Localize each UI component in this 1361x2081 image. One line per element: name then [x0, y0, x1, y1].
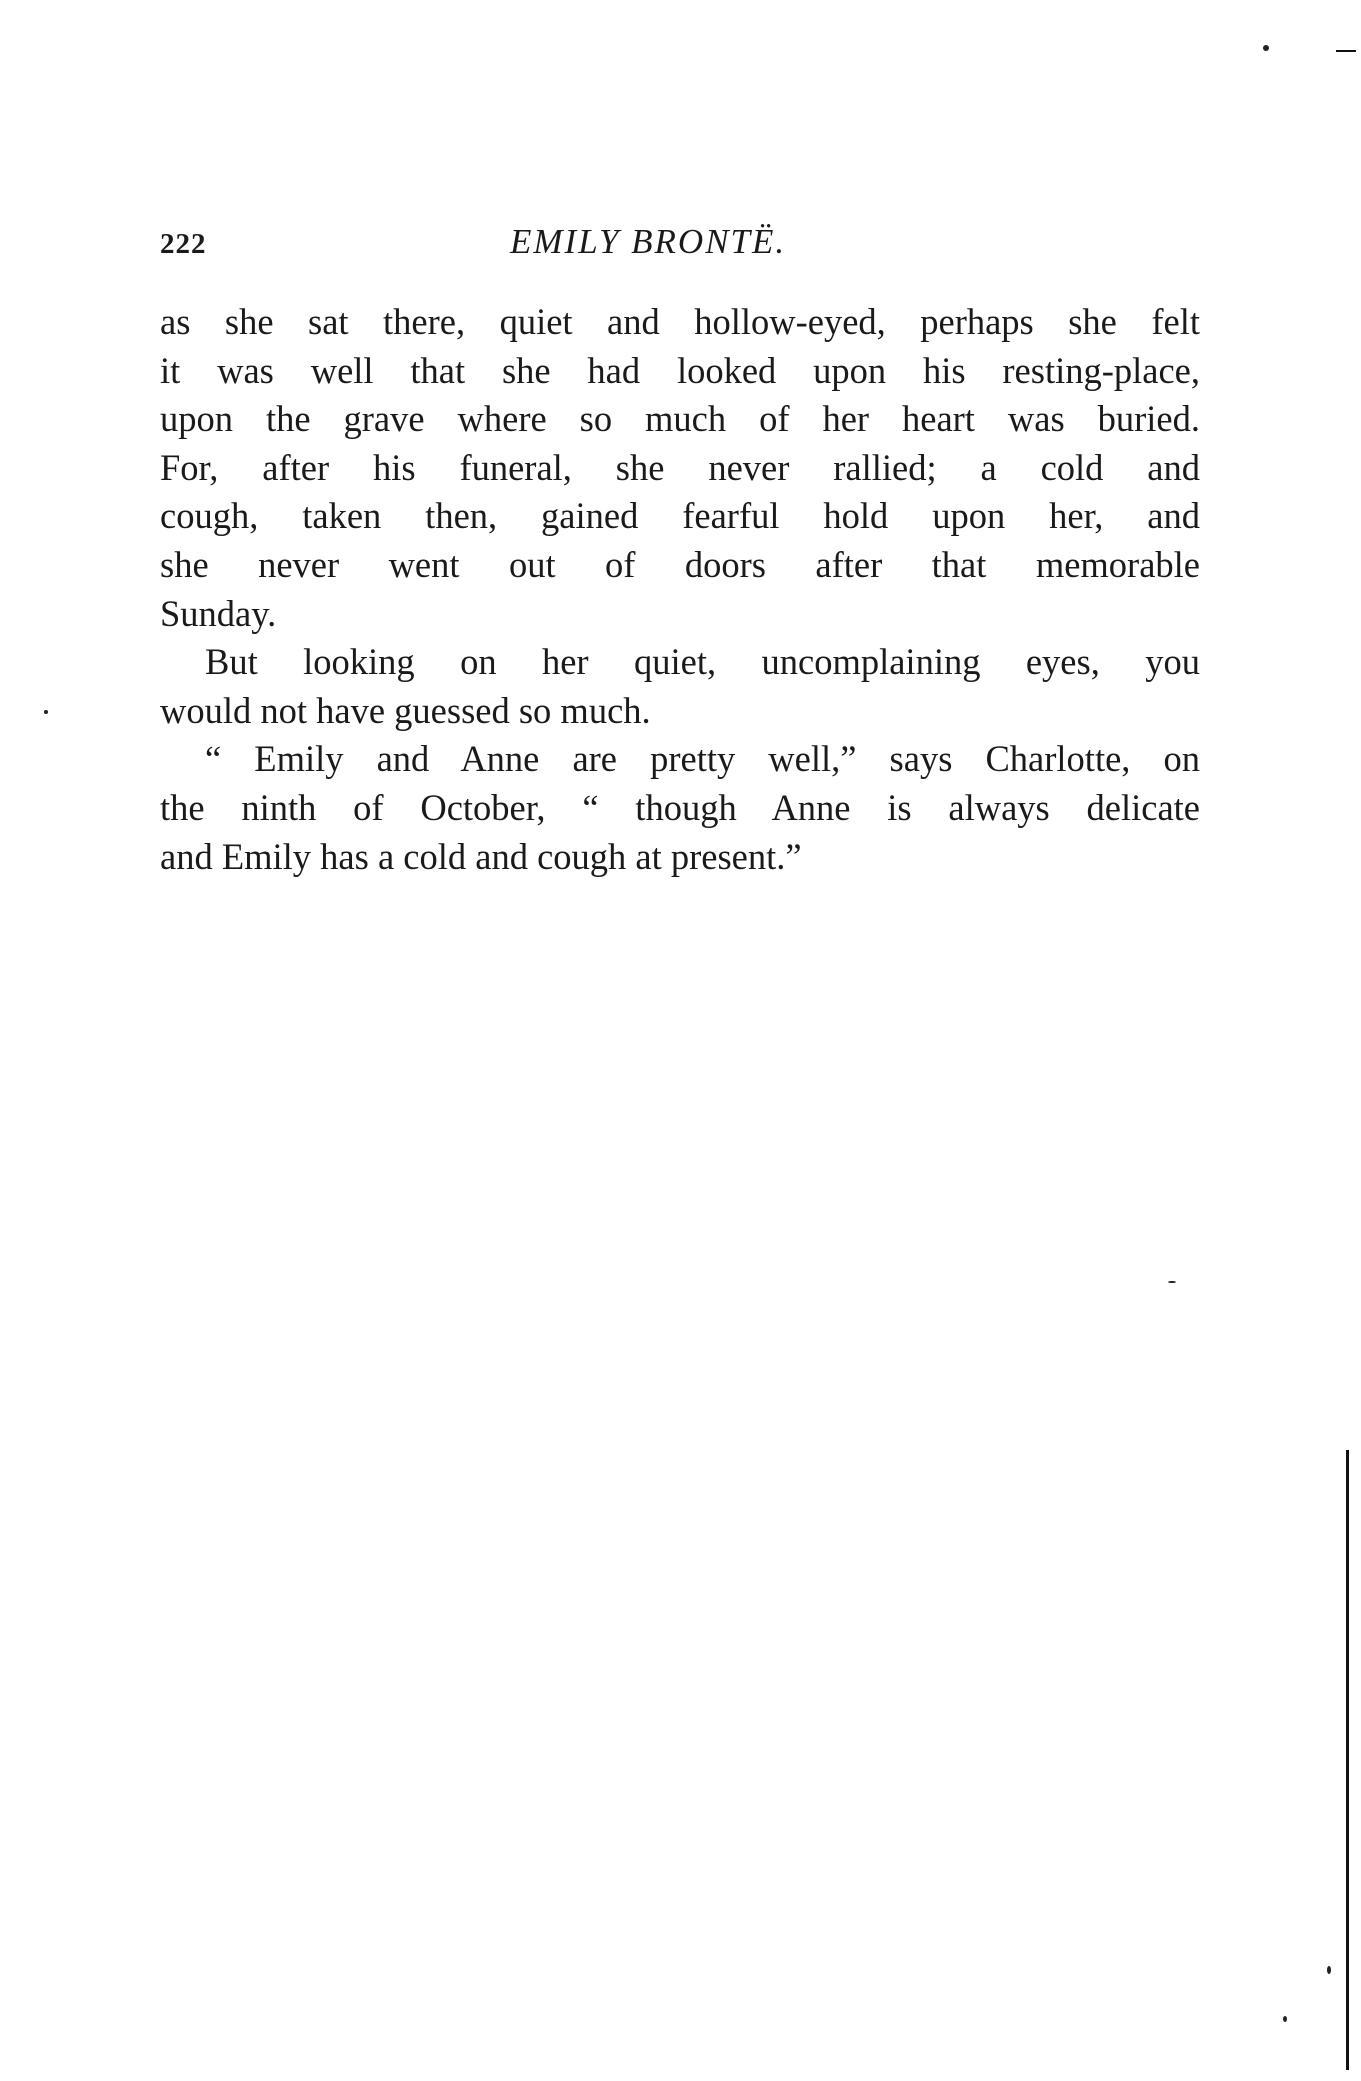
- text-line: it was well that she had looked upon his resting-place,: [160, 349, 1200, 391]
- running-title: EMILY BRONTË.: [510, 222, 787, 261]
- text-line: as she sat there, quiet and hollow-eyed, perhaps she felt: [160, 301, 1200, 342]
- text-line: upon the grave where so much of her heart was buried.: [160, 398, 1200, 440]
- text-line: But looking on her quiet, uncomplaining eyes, you: [205, 641, 1200, 683]
- text-line: she never went out of doors after that memorable: [160, 543, 1200, 585]
- paragraph: [160, 638, 1200, 735]
- running-head: [160, 222, 1200, 272]
- scan-speck: [44, 710, 48, 714]
- text-line: cough, taken then, gained fearful hold upon her, and: [160, 495, 1200, 537]
- text-line: “ Emily and Anne are pretty well,” says Charlotte, on: [205, 738, 1200, 780]
- text-line: and Emily has a cold and cough at present.”: [160, 835, 802, 877]
- paragraph: [160, 735, 1200, 881]
- scan-speck: [1263, 45, 1269, 51]
- text-line: Sunday.: [160, 592, 277, 634]
- text-line: the ninth of October, “ though Anne is always delicate: [160, 786, 1200, 828]
- scan-speck: [1168, 1281, 1176, 1283]
- body-text: [160, 298, 1200, 881]
- scan-speck: [1327, 1966, 1331, 1974]
- page-number: 222: [160, 228, 207, 260]
- paragraph: [160, 298, 1200, 638]
- scan-edge-mark: [1346, 1450, 1349, 2070]
- text-line: would not have guessed so much.: [160, 689, 651, 731]
- scan-speck: [1283, 2016, 1287, 2022]
- scan-edge-mark: [1336, 50, 1356, 52]
- text-line: For, after his funeral, she never rallied; a cold and: [160, 446, 1200, 488]
